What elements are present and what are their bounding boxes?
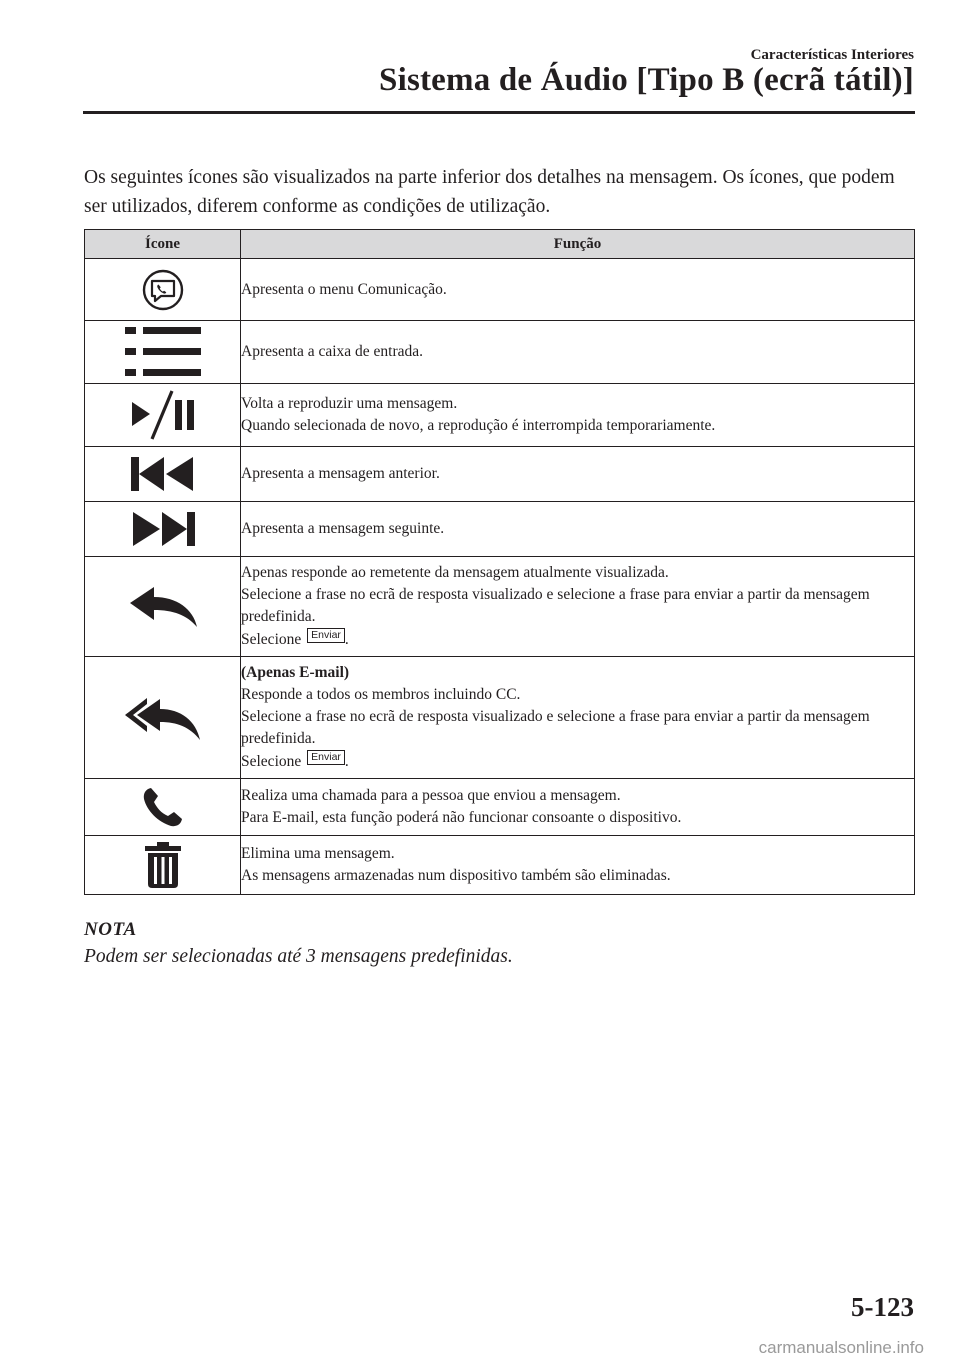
function-text: Responde a todos os membros incluindo CC.	[241, 686, 521, 703]
function-bold-text: (Apenas E-mail)	[241, 664, 350, 681]
page-title: Sistema de Áudio [Tipo B (ecrã tátil)]	[379, 62, 914, 98]
table-row	[85, 259, 915, 321]
function-text: As mensagens armazenadas num dispositivo também são eliminadas.	[241, 867, 671, 884]
function-text: Apresenta a mensagem seguinte.	[241, 520, 445, 537]
table-row	[85, 321, 915, 384]
function-text: Apenas responde ao remetente da mensagem atualmente visualizada.	[241, 564, 669, 581]
select-prefix: Selecione	[241, 631, 302, 648]
communication-menu-icon	[141, 268, 185, 312]
reply-all-icon	[123, 693, 203, 743]
function-text: Elimina uma mensagem.	[241, 845, 395, 862]
select-prefix: Selecione	[241, 753, 302, 770]
function-text: Quando selecionada de novo, a reprodução é interrompida temporariamente.	[241, 417, 716, 434]
function-text: Apresenta a caixa de entrada.	[241, 343, 424, 360]
table-row	[85, 502, 915, 557]
note-text: Podem ser selecionadas até 3 mensagens predefinidas.	[84, 946, 513, 967]
trash-icon	[143, 841, 183, 889]
table-header-row	[85, 230, 915, 259]
icon-table	[84, 229, 915, 895]
table-row	[85, 657, 915, 779]
reply-icon	[127, 585, 199, 629]
enviar-key: Enviar	[307, 750, 345, 765]
select-line	[241, 750, 914, 773]
function-text: Realiza uma chamada para a pessoa que enviou a mensagem.	[241, 787, 621, 804]
function-text: Para E-mail, esta função poderá não funcionar consoante o dispositivo.	[241, 809, 682, 826]
play-pause-icon	[128, 388, 198, 442]
table-row	[85, 557, 915, 657]
table-row	[85, 779, 915, 836]
function-text: Selecione a frase no ecrã de resposta visualizado e selecione a frase para enviar a partir da mensagem predefinida.	[241, 586, 870, 625]
select-suffix: .	[344, 631, 349, 648]
function-text: Apresenta o menu Comunicação.	[241, 280, 447, 298]
enviar-key: Enviar	[307, 628, 345, 643]
next-icon	[129, 509, 197, 549]
inbox-list-icon	[123, 321, 203, 383]
function-text: Volta a reproduzir uma mensagem.	[241, 395, 458, 412]
table-row	[85, 836, 915, 895]
header-divider	[83, 111, 915, 114]
table-row	[85, 384, 915, 447]
page-number: 5-123	[851, 1292, 914, 1322]
watermark: carmanualsonline.info	[758, 1338, 924, 1357]
function-text: Selecione a frase no ecrã de resposta visualizado e selecione a frase para enviar a partir da mensagem predefinida.	[241, 708, 870, 747]
phone-icon	[141, 785, 185, 829]
select-line	[241, 628, 914, 651]
note-title: NOTA	[84, 919, 137, 940]
previous-icon	[129, 454, 197, 494]
select-suffix: .	[344, 753, 349, 770]
intro-paragraph: Os seguintes ícones são visualizados na parte inferior dos detalhes na mensagem. Os ícones, que podem ser utilizados, diferem conforme as condições de utilização.	[84, 167, 895, 217]
header-function: Função	[241, 230, 915, 259]
function-text: Apresenta a mensagem anterior.	[241, 465, 440, 482]
table-row	[85, 447, 915, 502]
section-title: Características Interiores	[750, 47, 914, 63]
header-icon: Ícone	[85, 230, 241, 259]
